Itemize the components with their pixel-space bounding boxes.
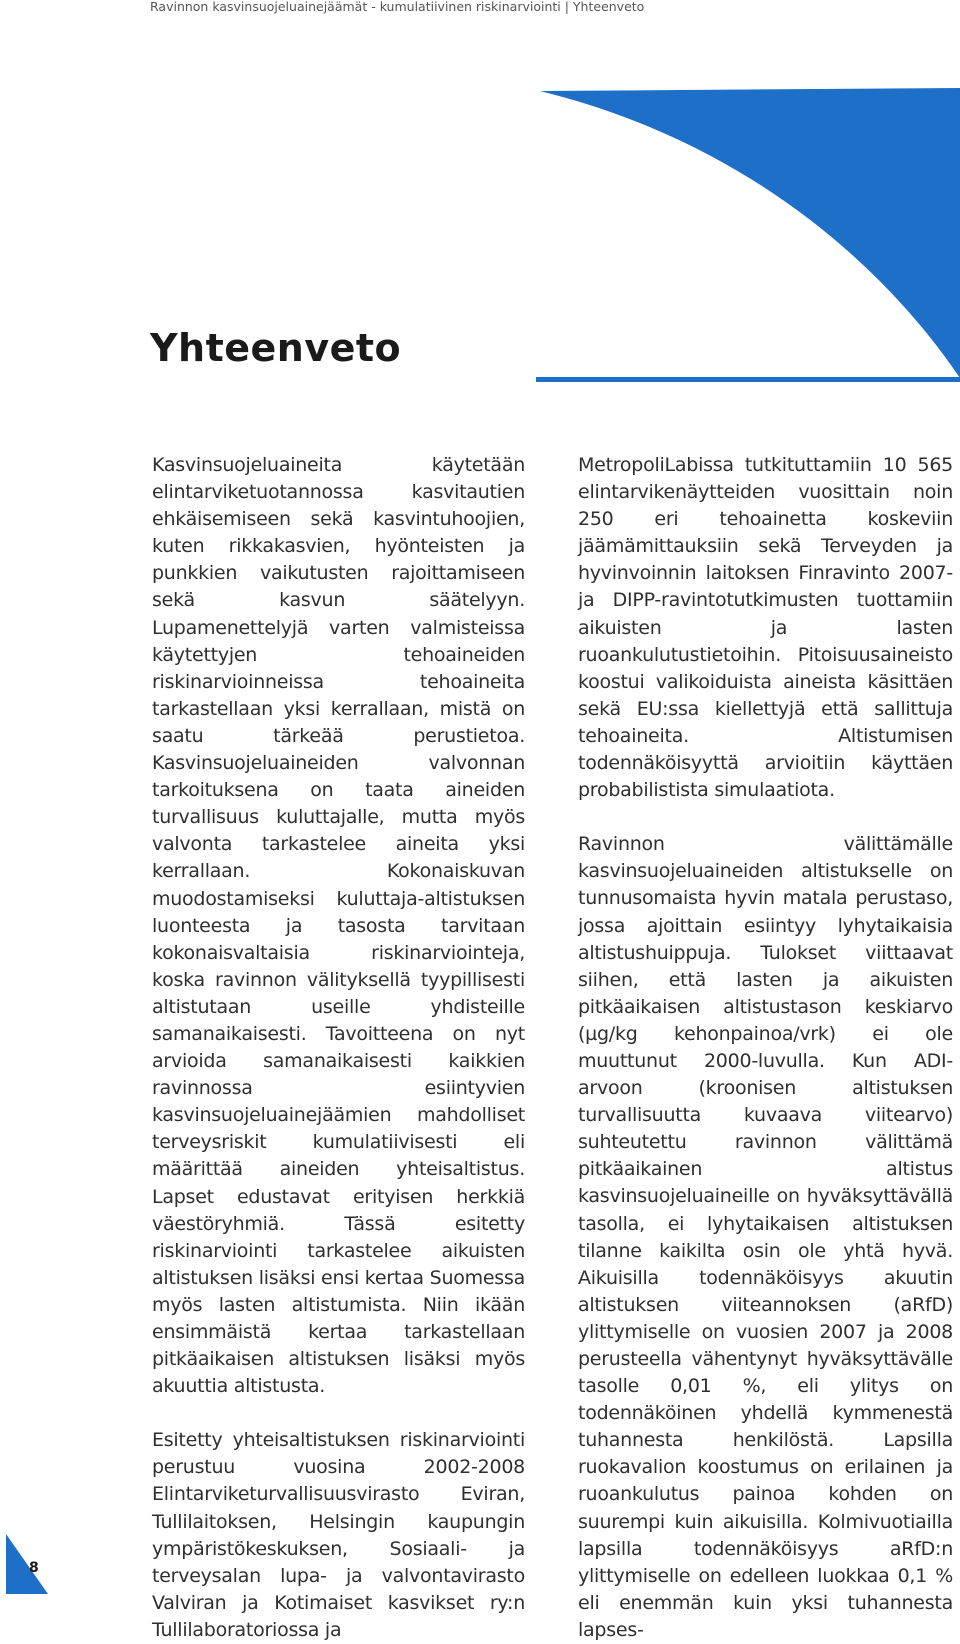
blue-swoosh-graphic: [0, 0, 960, 400]
left-paragraph: Kasvinsuojeluaineita käytetään elintarviketuotannossa kasvitautien ehkäisemiseen sekä kasvintuhoojien, kuten rikkakasvien, hyönteisten ja punkkien vaikutusten rajoittamiseen sekä kasvun säätelyyn. Lupamenettelyjä varten valmisteissa käytettyjen tehoaineiden riskinarvioinneissa tehoaineita tarkastellaan yksi kerrallaan, mistä on saatu tärkeää perustietoa. Kasvinsuojeluaineiden valvonnan tarkoituksena on taata aineiden turvallisuus kuluttajalle, mutta myös valvonta tarkastelee aineita yksi kerrallaan. Kokonaiskuvan muodostamiseksi kuluttaja-altistuksen luonteesta ja tasosta tarvitaan kokonaisvaltaisia riskinarviointeja, koska ravinnon välityksellä tyypillisesti altistutaan useille yhdisteille samanaikaisesti. Tavoitteena on nyt arvioida samanaikaisesti kaikkien ravinnossa esiintyvien kasvinsuojeluainejäämien mahdolliset terveysriskit kumulatiivisesti eli määrittää aineiden yhteisaltistus. Lapset edustavat erityisen herkkiä väestöryhmiä. Tässä esitetty riskinarviointi tarkastelee aikuisten altistuksen lisäksi ensi kertaa Suomessa myös lasten altistumista. Niin ikään ensimmäistä kertaa tarkastellaan pitkäaikaisen altistuksen lisäksi myös akuuttia altistusta.: [152, 454, 525, 1398]
page-title: Yhteenveto: [150, 326, 402, 370]
left-paragraph: Esitetty yhteisaltistuksen riskinarviointi perustuu vuosina 2002-2008 Elintarviketurvallisuusvirasto Eviran, Tullilaitoksen, Helsingin kaupungin ympäristökeskuksen, Sosiaali- ja terveysalan lupa- ja valvontavirasto Valviran ja Kotimaiset kasvikset ry:n Tullilaboratoriossa ja: [152, 1429, 525, 1641]
swoosh-shape: [540, 88, 960, 378]
left-column: [152, 452, 525, 1644]
right-paragraph: Ravinnon välittämälle kasvinsuojeluaineiden altistukselle on tunnusomaista hyvin matala perustaso, jossa ajoittain esiintyy lyhytaikaisia altistushuippuja. Tulokset viittaavat siihen, että lasten ja aikuisten pitkäaikaisen altistustason keskiarvo (µg/kg kehonpainoa/vrk) ei ole muuttunut 2000-luvulla. Kun ADI-arvoon (kroonisen altistuksen turvallisuutta kuvaava viitearvo) suhteutettu ravinnon välittämä pitkäaikainen altistus kasvinsuojeluaineille on hyväksyttävällä tasolla, ei lyhytaikaisen altistuksen tilanne kaikilta osin ole yhtä hyvä. Aikuisilla todennäköisyys akuutin altistuksen viiteannoksen (aRfD) ylittymiselle on vuosien 2007 ja 2008 perusteella vähentynyt hyväksyttävälle tasolle 0,01 %, eli ylitys on todennäköinen yhdellä kymmenestä tuhannesta henkilöstä. Lapsilla ruokavalion koostumus on erilainen ja ruoankulutus painoa kohden on suurempi kuin aikuisilla. Kolmivuotiailla lapsilla todennäköisyys aRfD:n ylittymiselle on edelleen luokkaa 0,1 % eli enemmän kuin yksi tuhannesta lapses-: [578, 833, 953, 1641]
right-column: [578, 452, 953, 1644]
running-header: Ravinnon kasvinsuojeluainejäämät - kumulatiivinen riskinarviointi | Yhteenveto: [150, 0, 645, 14]
page-number: 8: [29, 1560, 39, 1576]
title-rule: [536, 377, 960, 382]
right-paragraph: MetropoliLabissa tutkituttamiin 10 565 elintarvikenäytteiden vuosittain noin 250 eri tehoainetta koskeviin jäämämittauksiin sekä Terveyden ja hyvinvoinnin laitoksen Finravinto 2007- ja DIPP-ravintotutkimusten tuottamiin aikuisten ja lasten ruoankulutustietoihin. Pitoisuusaineisto koostui valikoiduista aineista käsittäen sekä EU:ssa kiellettyjä että sallittuja tehoaineita. Altistumisen todennäköisyyttä arvioitiin käyttäen probabilistista simulaatiota.: [578, 454, 953, 802]
